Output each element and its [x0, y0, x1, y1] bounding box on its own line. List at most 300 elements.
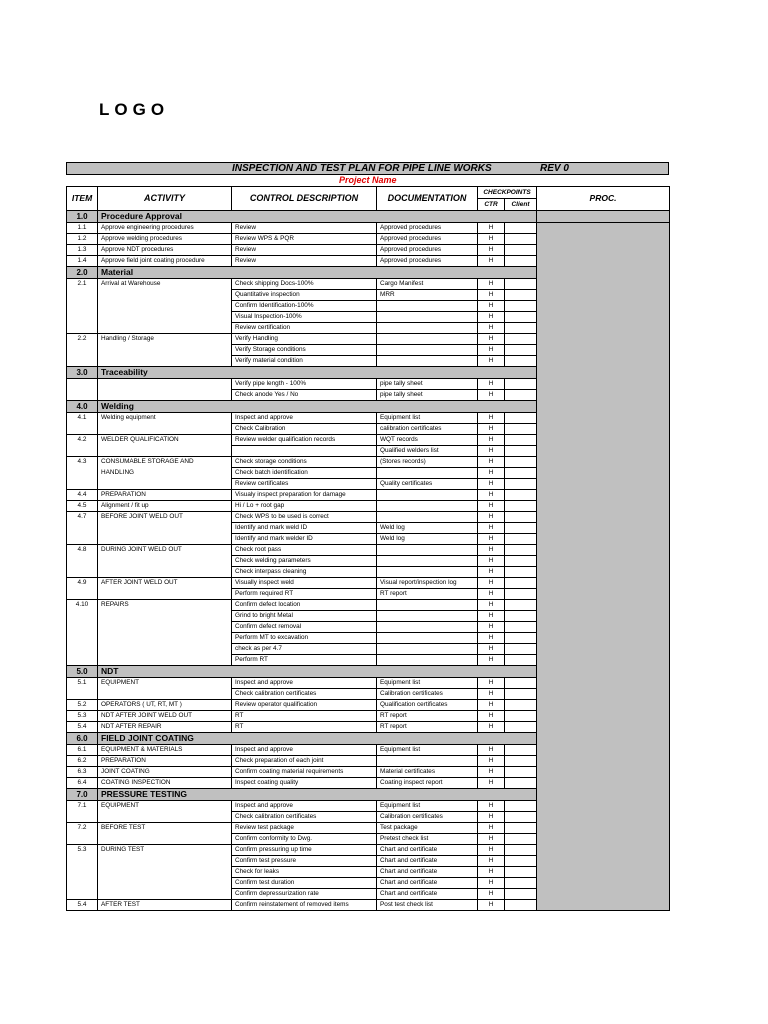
control-description-cell: Quantitative inspection — [232, 290, 377, 301]
ctr-checkpoint-cell: H — [478, 567, 505, 578]
item-number-cell — [67, 312, 98, 323]
item-number-cell: 1.2 — [67, 234, 98, 245]
ctr-checkpoint-cell: H — [478, 655, 505, 666]
activity-cell: Alignment / fit up — [98, 501, 232, 512]
client-checkpoint-cell — [505, 867, 537, 878]
activity-cell: NDT AFTER REPAIR — [98, 722, 232, 733]
activity-cell: HANDLING — [98, 468, 232, 479]
activity-cell: Welding equipment — [98, 413, 232, 424]
client-checkpoint-cell — [505, 234, 537, 245]
item-number-cell — [67, 856, 98, 867]
documentation-cell: Pretest check list — [377, 834, 478, 845]
activity-cell: BEFORE JOINT WELD OUT — [98, 512, 232, 523]
control-description-cell: check as per 4.7 — [232, 644, 377, 655]
ctr-checkpoint-cell: H — [478, 556, 505, 567]
documentation-cell: Calibration certificates — [377, 689, 478, 700]
activity-cell: WELDER QUALIFICATION — [98, 435, 232, 446]
documentation-cell: Quality certificates — [377, 479, 478, 490]
control-description-cell: Verify Handling — [232, 334, 377, 345]
item-number-cell — [67, 633, 98, 644]
control-description-cell: Check welding parameters — [232, 556, 377, 567]
item-number-cell: 6.1 — [67, 745, 98, 756]
documentation-cell: pipe tally sheet — [377, 379, 478, 390]
control-description-cell: Inspect coating quality — [232, 778, 377, 789]
activity-cell: AFTER JOINT WELD OUT — [98, 578, 232, 589]
ctr-checkpoint-cell: H — [478, 778, 505, 789]
control-description-cell: Check shipping Docs-100% — [232, 279, 377, 290]
client-checkpoint-cell — [505, 301, 537, 312]
item-number-cell — [67, 655, 98, 666]
client-checkpoint-cell — [505, 711, 537, 722]
proc-highlight-cell — [537, 211, 670, 223]
activity-cell: Approve NDT procedures — [98, 245, 232, 256]
client-checkpoint-cell — [505, 468, 537, 479]
control-description-cell: RT — [232, 711, 377, 722]
control-description-cell: Review — [232, 223, 377, 234]
activity-cell — [98, 689, 232, 700]
client-checkpoint-cell — [505, 633, 537, 644]
activity-cell — [98, 622, 232, 633]
documentation-cell: Chart and certificate — [377, 867, 478, 878]
documentation-cell — [377, 644, 478, 655]
ctr-checkpoint-cell: H — [478, 611, 505, 622]
control-description-cell: Visualy inspect preparation for damage — [232, 490, 377, 501]
client-checkpoint-cell — [505, 801, 537, 812]
documentation-cell: Equipment list — [377, 413, 478, 424]
control-description-cell: Check anode Yes / No — [232, 390, 377, 401]
control-description-cell: Review test package — [232, 823, 377, 834]
item-number-cell: 5.4 — [67, 900, 98, 911]
activity-cell: Approve welding procedures — [98, 234, 232, 245]
control-description-cell: Inspect and approve — [232, 801, 377, 812]
client-checkpoint-cell — [505, 834, 537, 845]
documentation-cell: Chart and certificate — [377, 878, 478, 889]
section-number: 4.0 — [67, 401, 98, 413]
documentation-cell — [377, 567, 478, 578]
documentation-cell — [377, 611, 478, 622]
section-number: 1.0 — [67, 211, 98, 223]
documentation-cell: Qualification certificates — [377, 700, 478, 711]
item-number-cell — [67, 689, 98, 700]
documentation-cell: Chart and certificate — [377, 889, 478, 900]
item-number-cell: 2.2 — [67, 334, 98, 345]
control-description-cell: Check Calibration — [232, 424, 377, 435]
activity-cell — [98, 812, 232, 823]
ctr-checkpoint-cell: H — [478, 823, 505, 834]
item-number-cell: 5.1 — [67, 678, 98, 689]
item-number-cell — [67, 889, 98, 900]
client-checkpoint-cell — [505, 256, 537, 267]
ctr-checkpoint-cell: H — [478, 290, 505, 301]
activity-cell — [98, 889, 232, 900]
control-description-cell: Confirm defect removal — [232, 622, 377, 633]
documentation-cell — [377, 334, 478, 345]
control-description-cell: Review — [232, 256, 377, 267]
control-description-cell: Confirm pressuring up time — [232, 845, 377, 856]
ctr-checkpoint-cell: H — [478, 279, 505, 290]
item-number-cell: 4.1 — [67, 413, 98, 424]
client-checkpoint-cell — [505, 600, 537, 611]
documentation-cell: Approved procedures — [377, 223, 478, 234]
item-number-cell — [67, 424, 98, 435]
documentation-cell — [377, 501, 478, 512]
client-checkpoint-cell — [505, 767, 537, 778]
client-checkpoint-cell — [505, 611, 537, 622]
ctr-checkpoint-cell: H — [478, 245, 505, 256]
documentation-cell — [377, 356, 478, 367]
client-checkpoint-cell — [505, 678, 537, 689]
ctr-checkpoint-cell: H — [478, 622, 505, 633]
activity-cell — [98, 867, 232, 878]
item-number-cell: 5.4 — [67, 722, 98, 733]
documentation-cell: Approved procedures — [377, 256, 478, 267]
control-description-cell: Check interpass cleaning — [232, 567, 377, 578]
documentation-cell — [377, 323, 478, 334]
ctr-checkpoint-cell: H — [478, 424, 505, 435]
control-description-cell: Confirm defect location — [232, 600, 377, 611]
control-description-cell: Check storage conditions — [232, 457, 377, 468]
item-number-cell: 6.2 — [67, 756, 98, 767]
proc-column-cell — [537, 223, 670, 911]
control-description-cell: Check root pass — [232, 545, 377, 556]
client-checkpoint-cell — [505, 589, 537, 600]
documentation-cell: Calibration certificates — [377, 812, 478, 823]
client-checkpoint-cell — [505, 424, 537, 435]
control-description-cell: Verify pipe length - 100% — [232, 379, 377, 390]
ctr-checkpoint-cell: H — [478, 468, 505, 479]
activity-cell: PREPARATION — [98, 756, 232, 767]
activity-cell — [98, 424, 232, 435]
control-description-cell — [232, 446, 377, 457]
ctr-checkpoint-cell: H — [478, 900, 505, 911]
item-number-cell — [67, 290, 98, 301]
documentation-cell: Test package — [377, 823, 478, 834]
item-number-cell — [67, 323, 98, 334]
activity-cell — [98, 633, 232, 644]
control-description-cell: Review welder qualification records — [232, 435, 377, 446]
item-number-cell: 4.9 — [67, 578, 98, 589]
item-number-cell: 4.4 — [67, 490, 98, 501]
item-number-cell: 4.8 — [67, 545, 98, 556]
ctr-checkpoint-cell: H — [478, 812, 505, 823]
item-number-cell: 5.3 — [67, 711, 98, 722]
activity-cell — [98, 878, 232, 889]
ctr-checkpoint-cell: H — [478, 234, 505, 245]
control-description-cell: Verify material condition — [232, 356, 377, 367]
item-number-cell — [67, 468, 98, 479]
control-description-cell: Review operator qualification — [232, 700, 377, 711]
activity-cell: Handling / Storage — [98, 334, 232, 345]
ctr-checkpoint-cell: H — [478, 889, 505, 900]
item-number-cell: 4.3 — [67, 457, 98, 468]
client-checkpoint-cell — [505, 312, 537, 323]
control-description-cell: Review certification — [232, 323, 377, 334]
documentation-cell: Equipment list — [377, 745, 478, 756]
item-number-cell: 5.2 — [67, 700, 98, 711]
client-checkpoint-cell — [505, 490, 537, 501]
ctr-checkpoint-cell: H — [478, 301, 505, 312]
documentation-cell: Approved procedures — [377, 245, 478, 256]
client-checkpoint-cell — [505, 457, 537, 468]
activity-cell: DURING JOINT WELD OUT — [98, 545, 232, 556]
documentation-cell — [377, 756, 478, 767]
activity-cell — [98, 390, 232, 401]
table-header-row — [67, 187, 670, 199]
activity-cell — [98, 479, 232, 490]
item-number-cell: 1.3 — [67, 245, 98, 256]
client-checkpoint-cell — [505, 479, 537, 490]
client-checkpoint-cell — [505, 812, 537, 823]
control-description-cell: Review certificates — [232, 479, 377, 490]
ctr-checkpoint-cell: H — [478, 345, 505, 356]
documentation-cell — [377, 301, 478, 312]
item-number-cell: 6.3 — [67, 767, 98, 778]
section-title: NDT — [98, 666, 537, 678]
control-description-cell: Confirm depressurization rate — [232, 889, 377, 900]
activity-cell — [98, 356, 232, 367]
control-description-cell: Identify and mark welder ID — [232, 534, 377, 545]
documentation-cell — [377, 633, 478, 644]
activity-cell — [98, 856, 232, 867]
ctr-checkpoint-cell: H — [478, 700, 505, 711]
ctr-checkpoint-cell: H — [478, 479, 505, 490]
documentation-cell — [377, 655, 478, 666]
ctr-checkpoint-cell: H — [478, 711, 505, 722]
control-description-cell: Inspect and approve — [232, 413, 377, 424]
documentation-cell: Equipment list — [377, 678, 478, 689]
ctr-checkpoint-cell: H — [478, 578, 505, 589]
revision-label: REV 0 — [540, 163, 569, 174]
ctr-checkpoint-cell: H — [478, 457, 505, 468]
documentation-cell: Material certificates — [377, 767, 478, 778]
activity-cell: EQUIPMENT — [98, 801, 232, 812]
client-checkpoint-cell — [505, 379, 537, 390]
ctr-checkpoint-cell: H — [478, 644, 505, 655]
client-checkpoint-cell — [505, 567, 537, 578]
client-checkpoint-cell — [505, 446, 537, 457]
item-number-cell: 7.1 — [67, 801, 98, 812]
documentation-cell — [377, 556, 478, 567]
client-checkpoint-cell — [505, 644, 537, 655]
header-item: ITEM — [67, 187, 98, 211]
section-number: 3.0 — [67, 367, 98, 379]
client-checkpoint-cell — [505, 778, 537, 789]
item-number-cell — [67, 301, 98, 312]
ctr-checkpoint-cell: H — [478, 878, 505, 889]
client-checkpoint-cell — [505, 356, 537, 367]
section-title: Welding — [98, 401, 537, 413]
documentation-cell: Coating inspect report — [377, 778, 478, 789]
activity-cell — [98, 446, 232, 457]
header-client: Client — [505, 199, 537, 211]
documentation-cell: Chart and certificate — [377, 845, 478, 856]
activity-cell: PREPARATION — [98, 490, 232, 501]
header-control-description: CONTROL DESCRIPTION — [232, 187, 377, 211]
item-number-cell — [67, 567, 98, 578]
client-checkpoint-cell — [505, 390, 537, 401]
client-checkpoint-cell — [505, 655, 537, 666]
documentation-cell: RT report — [377, 722, 478, 733]
documentation-cell: Cargo Manifest — [377, 279, 478, 290]
header-activity: ACTIVITY — [98, 187, 232, 211]
ctr-checkpoint-cell: H — [478, 756, 505, 767]
activity-cell — [98, 644, 232, 655]
activity-cell: Approve field joint coating procedure — [98, 256, 232, 267]
section-number: 5.0 — [67, 666, 98, 678]
documentation-cell — [377, 600, 478, 611]
item-number-cell: 1.1 — [67, 223, 98, 234]
item-number-cell — [67, 534, 98, 545]
control-description-cell: Check batch identification — [232, 468, 377, 479]
activity-cell: CONSUMABLE STORAGE AND — [98, 457, 232, 468]
client-checkpoint-cell — [505, 435, 537, 446]
company-logo-placeholder: LOGO — [99, 100, 170, 119]
ctr-checkpoint-cell: H — [478, 446, 505, 457]
item-number-cell — [67, 867, 98, 878]
control-description-cell: Inspect and approve — [232, 678, 377, 689]
item-number-cell: 7.2 — [67, 823, 98, 834]
ctr-checkpoint-cell: H — [478, 413, 505, 424]
client-checkpoint-cell — [505, 334, 537, 345]
ctr-checkpoint-cell: H — [478, 356, 505, 367]
activity-cell: JOINT COATING — [98, 767, 232, 778]
client-checkpoint-cell — [505, 845, 537, 856]
ctr-checkpoint-cell: H — [478, 435, 505, 446]
documentation-cell: Approved procedures — [377, 234, 478, 245]
ctr-checkpoint-cell: H — [478, 767, 505, 778]
activity-cell: BEFORE TEST — [98, 823, 232, 834]
activity-cell: Arrival at Warehouse — [98, 279, 232, 290]
item-number-cell — [67, 556, 98, 567]
documentation-cell — [377, 345, 478, 356]
client-checkpoint-cell — [505, 345, 537, 356]
client-checkpoint-cell — [505, 722, 537, 733]
activity-cell — [98, 556, 232, 567]
item-number-cell: 6.4 — [67, 778, 98, 789]
control-description-cell: Check preparation of each joint — [232, 756, 377, 767]
table-row — [67, 223, 670, 234]
section-number: 2.0 — [67, 267, 98, 279]
ctr-checkpoint-cell: H — [478, 334, 505, 345]
section-header-row — [67, 211, 670, 223]
documentation-cell: Weld log — [377, 534, 478, 545]
ctr-checkpoint-cell: H — [478, 390, 505, 401]
item-number-cell — [67, 611, 98, 622]
activity-cell — [98, 534, 232, 545]
client-checkpoint-cell — [505, 290, 537, 301]
documentation-cell: Visual report/inspection log — [377, 578, 478, 589]
activity-cell — [98, 323, 232, 334]
client-checkpoint-cell — [505, 279, 537, 290]
ctr-checkpoint-cell: H — [478, 678, 505, 689]
ctr-checkpoint-cell: H — [478, 323, 505, 334]
section-title: Material — [98, 267, 537, 279]
ctr-checkpoint-cell: H — [478, 523, 505, 534]
client-checkpoint-cell — [505, 900, 537, 911]
item-number-cell: 1.4 — [67, 256, 98, 267]
client-checkpoint-cell — [505, 501, 537, 512]
section-title: Procedure Approval — [98, 211, 537, 223]
activity-cell — [98, 379, 232, 390]
client-checkpoint-cell — [505, 700, 537, 711]
control-description-cell: Visual Inspection-100% — [232, 312, 377, 323]
control-description-cell: Review WPS & PQR — [232, 234, 377, 245]
title-bar — [66, 162, 669, 175]
control-description-cell: Visually inspect weld — [232, 578, 377, 589]
control-description-cell: Inspect and approve — [232, 745, 377, 756]
activity-cell — [98, 523, 232, 534]
ctr-checkpoint-cell: H — [478, 256, 505, 267]
documentation-cell — [377, 622, 478, 633]
client-checkpoint-cell — [505, 245, 537, 256]
client-checkpoint-cell — [505, 578, 537, 589]
documentation-cell: Weld log — [377, 523, 478, 534]
client-checkpoint-cell — [505, 689, 537, 700]
client-checkpoint-cell — [505, 545, 537, 556]
client-checkpoint-cell — [505, 413, 537, 424]
activity-cell: OPERATORS ( UT, RT, MT ) — [98, 700, 232, 711]
ctr-checkpoint-cell: H — [478, 223, 505, 234]
control-description-cell: Check WPS to be used is correct — [232, 512, 377, 523]
activity-cell — [98, 834, 232, 845]
ctr-checkpoint-cell: H — [478, 545, 505, 556]
client-checkpoint-cell — [505, 878, 537, 889]
ctr-checkpoint-cell: H — [478, 379, 505, 390]
documentation-cell — [377, 512, 478, 523]
activity-cell: REPAIRS — [98, 600, 232, 611]
activity-cell: NDT AFTER JOINT WELD OUT — [98, 711, 232, 722]
item-number-cell — [67, 523, 98, 534]
documentation-cell: calibration certificates — [377, 424, 478, 435]
inspection-test-plan-table — [66, 186, 670, 911]
control-description-cell: Check for leaks — [232, 867, 377, 878]
activity-cell: Approve engineering procedures — [98, 223, 232, 234]
item-number-cell: 4.5 — [67, 501, 98, 512]
item-number-cell — [67, 812, 98, 823]
documentation-cell — [377, 468, 478, 479]
control-description-cell: Confirm test duration — [232, 878, 377, 889]
control-description-cell: Review — [232, 245, 377, 256]
client-checkpoint-cell — [505, 523, 537, 534]
item-number-cell — [67, 390, 98, 401]
item-number-cell — [67, 379, 98, 390]
item-number-cell: 5.3 — [67, 845, 98, 856]
activity-cell — [98, 301, 232, 312]
item-number-cell — [67, 589, 98, 600]
client-checkpoint-cell — [505, 534, 537, 545]
control-description-cell: Confirm coating material requirements — [232, 767, 377, 778]
item-number-cell — [67, 356, 98, 367]
documentation-cell: Post test check list — [377, 900, 478, 911]
control-description-cell: Confirm conformity to Dwg. — [232, 834, 377, 845]
ctr-checkpoint-cell: H — [478, 856, 505, 867]
ctr-checkpoint-cell: H — [478, 633, 505, 644]
activity-cell: EQUIPMENT & MATERIALS — [98, 745, 232, 756]
section-number: 7.0 — [67, 789, 98, 801]
control-description-cell: Perform required RT — [232, 589, 377, 600]
documentation-cell: (Stores records) — [377, 457, 478, 468]
header-documentation: DOCUMENTATION — [377, 187, 478, 211]
client-checkpoint-cell — [505, 223, 537, 234]
activity-cell — [98, 312, 232, 323]
control-description-cell: Perform RT — [232, 655, 377, 666]
activity-cell: AFTER TEST — [98, 900, 232, 911]
header-ctr: CTR — [478, 199, 505, 211]
client-checkpoint-cell — [505, 745, 537, 756]
item-number-cell: 2.1 — [67, 279, 98, 290]
documentation-cell — [377, 545, 478, 556]
client-checkpoint-cell — [505, 323, 537, 334]
